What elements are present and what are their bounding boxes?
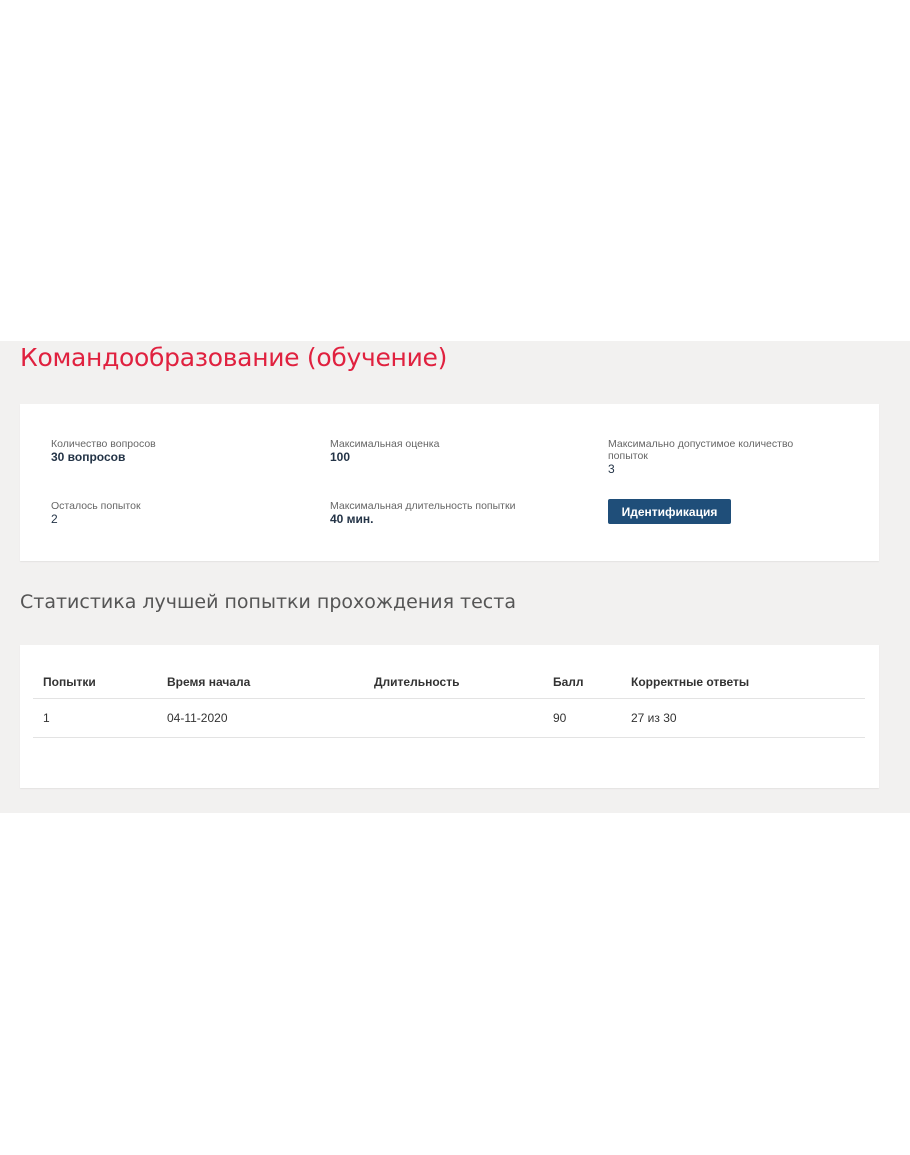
identification-button[interactable]: Идентификация <box>608 499 731 524</box>
max-score-item <box>330 438 439 464</box>
column-header-duration: Длительность <box>364 665 543 699</box>
max-duration-value: 40 мин. <box>330 512 374 526</box>
max-score-value: 100 <box>330 450 351 464</box>
attempts-left-value: 2 <box>51 512 58 526</box>
questions-count-label: Количество вопросов <box>51 438 156 450</box>
max-duration-item <box>330 500 515 526</box>
table-header-row <box>33 665 865 699</box>
column-header-start-time: Время начала <box>157 665 364 699</box>
questions-count-item <box>51 438 156 464</box>
cell-score: 90 <box>543 699 621 738</box>
test-info-screen <box>0 341 910 813</box>
max-attempts-label: Максимально допустимое количество попыток <box>608 438 794 462</box>
attempts-left-item <box>51 500 141 526</box>
cell-duration <box>364 699 543 738</box>
test-info-card <box>20 404 879 561</box>
stats-section-title: Статистика лучшей попытки прохождения теста <box>20 591 516 613</box>
cell-correct-answers: 27 из 30 <box>621 699 865 738</box>
cell-start-time: 04-11-2020 <box>157 699 364 738</box>
table-row <box>33 699 865 738</box>
max-score-label: Максимальная оценка <box>330 438 440 450</box>
column-header-correct-answers: Корректные ответы <box>621 665 865 699</box>
page-title: Командообразование (обучение) <box>20 343 448 372</box>
max-duration-label: Максимальная длительность попытки <box>330 500 516 512</box>
max-attempts-item <box>608 438 823 476</box>
attempts-left-label: Осталось попыток <box>51 500 141 512</box>
column-header-score: Балл <box>543 665 621 699</box>
stats-table <box>33 665 865 738</box>
column-header-attempts: Попытки <box>33 665 157 699</box>
stats-card <box>20 645 879 788</box>
cell-attempt: 1 <box>33 699 157 738</box>
questions-count-value: 30 вопросов <box>51 450 126 464</box>
max-attempts-value: 3 <box>608 462 615 476</box>
